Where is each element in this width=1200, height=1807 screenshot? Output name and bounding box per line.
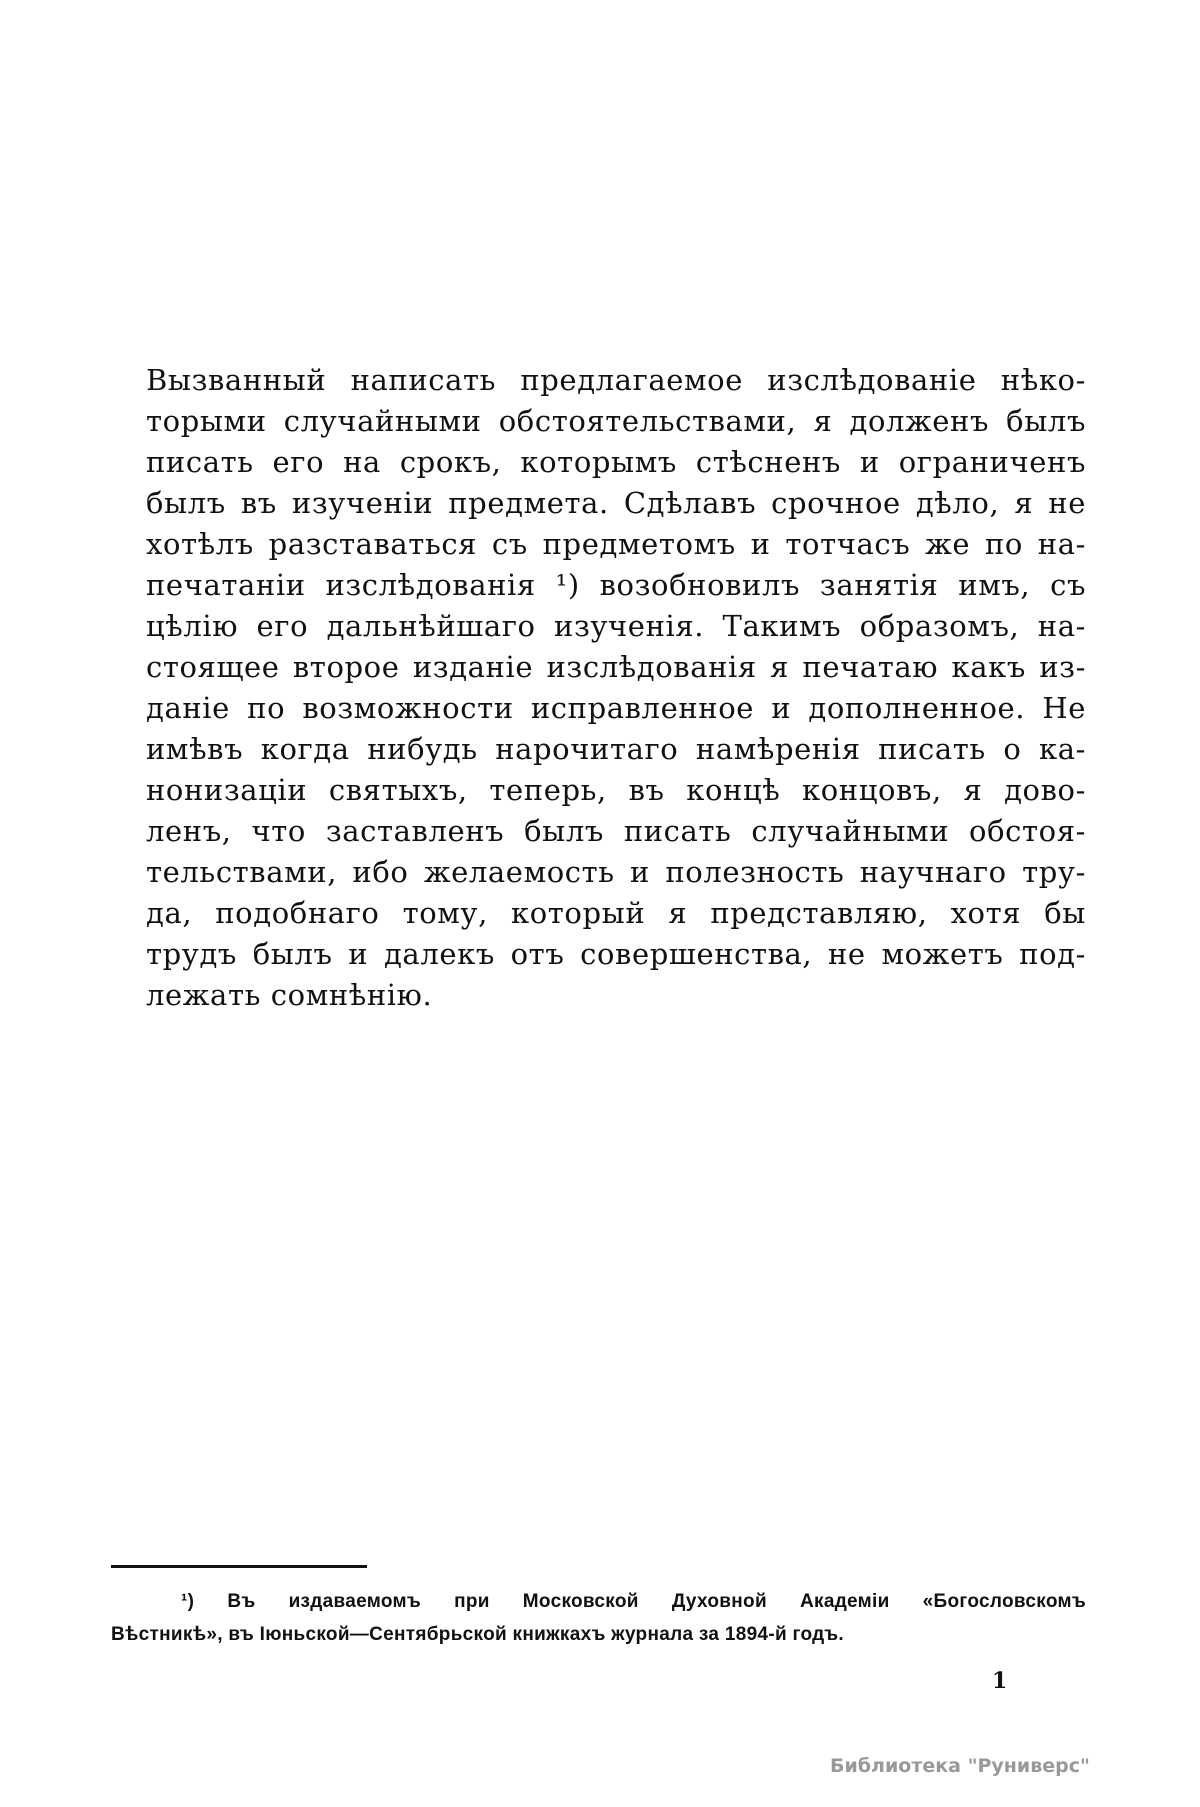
text-line: торыми случайными обстоятельствами, я долженъ былъ <box>146 404 1086 438</box>
text-line: ленъ, что заставленъ былъ писать случайными обстоя- <box>146 814 1086 848</box>
library-watermark: Библиотека "Руниверс" <box>830 1755 1090 1777</box>
footnote-line: ¹) Въ издаваемомъ при Московской Духовной Академіи «Богословскомъ <box>181 1591 1086 1612</box>
text-line: хотѣлъ разставаться съ предметомъ и тотчасъ же по на- <box>146 527 1086 561</box>
footnote-divider <box>111 1565 367 1568</box>
text-line: даніе по возможности исправленное и дополненное. Не <box>146 691 1086 725</box>
text-line: писать его на срокъ, которымъ стѣсненъ и ограниченъ <box>146 445 1086 479</box>
text-line: нонизаціи святыхъ, теперь, въ концѣ концовъ, я дово- <box>146 773 1086 807</box>
text-line: цѣлію его дальнѣйшаго изученія. Такимъ образомъ, на- <box>146 609 1086 643</box>
text-line: трудъ былъ и далекъ отъ совершенства, не можетъ под- <box>146 937 1086 971</box>
footnote-line: Вѣстникѣ», въ Іюньской—Сентябрьской книжкахъ журнала за 1894-й годъ. <box>111 1624 844 1645</box>
text-line: стоящее второе изданіе изслѣдованія я печатаю какъ из- <box>146 650 1086 684</box>
text-line: былъ въ изученіи предмета. Сдѣлавъ срочное дѣло, я не <box>146 486 1086 520</box>
text-line: лежать сомнѣнію. <box>146 978 433 1012</box>
text-line: да, подобнаго тому, который я представляю, хотя бы <box>146 896 1086 930</box>
text-line: тельствами, ибо желаемость и полезность научнаго тру- <box>146 855 1086 889</box>
text-line: печатаніи изслѣдованія ¹) возобновилъ занятія имъ, съ <box>146 568 1086 602</box>
main-paragraph <box>146 360 1086 1016</box>
text-line: Вызванный написать предлагаемое изслѣдованіе нѣко- <box>146 363 1086 397</box>
page-number: 1 <box>992 1668 1008 1694</box>
footnote <box>111 1585 1086 1651</box>
text-line: имѣвъ когда нибудь нарочитаго намѣренія писать о ка- <box>146 732 1086 766</box>
